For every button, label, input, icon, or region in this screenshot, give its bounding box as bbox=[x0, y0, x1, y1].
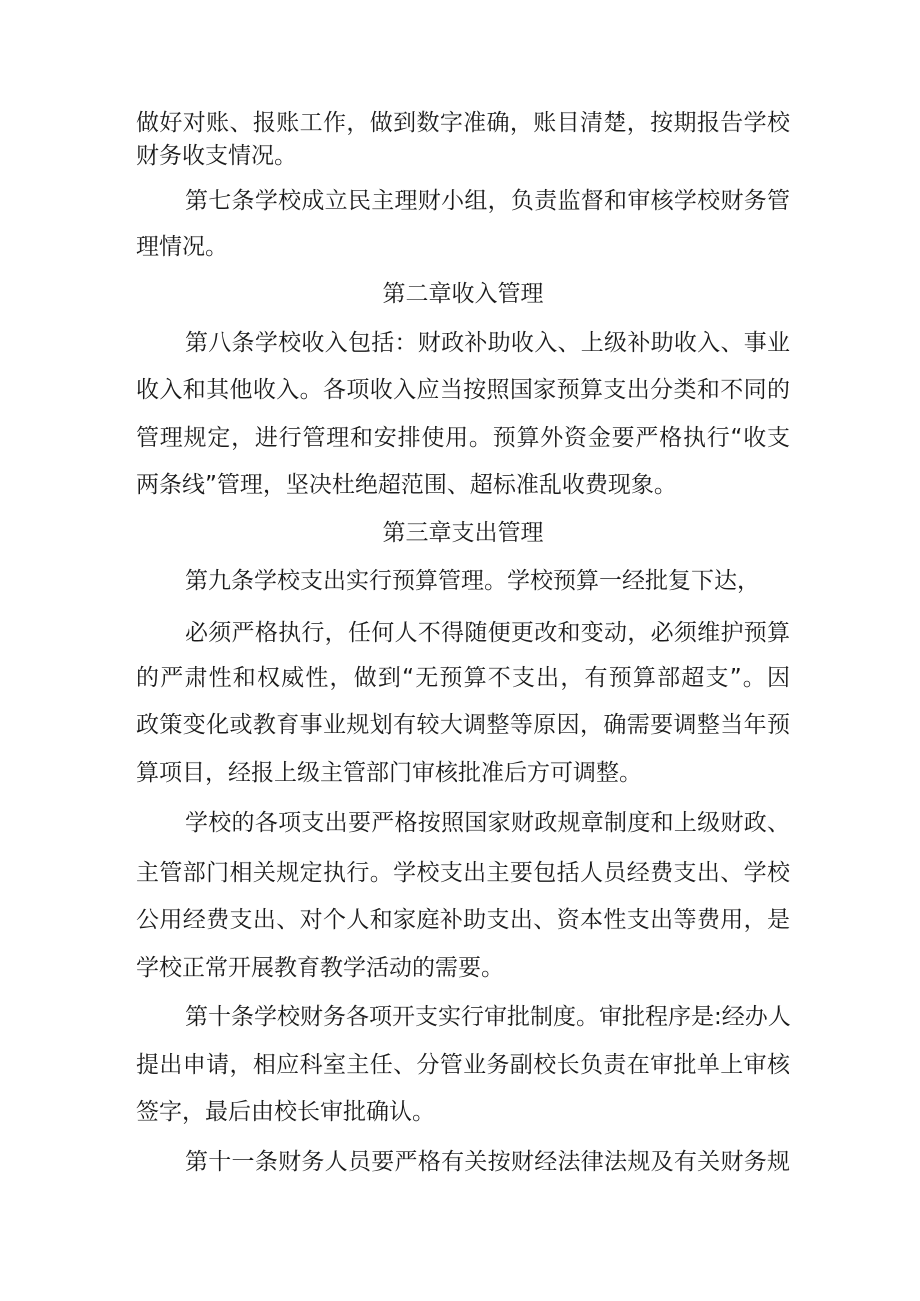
chapter-heading: 第二章收入管理 bbox=[382, 281, 544, 307]
text-line: 学校正常开展教育教学活动的需要。 bbox=[136, 955, 504, 981]
text-line: 第九条学校支出实行预算管理。学校预算一经批复下达， bbox=[185, 568, 760, 594]
text-line: 学校的各项支出要严格按照国家财政规章制度和上级财政、 bbox=[185, 810, 790, 836]
text-line: 第七条学校成立民主理财小组，负责监督和审核学校财务管 bbox=[185, 188, 790, 214]
text-line: 算项目，经报上级主管部门审核批准后方可调整。 bbox=[136, 760, 642, 786]
text-line: 政策变化或教育事业规划有较大调整等原因，确需要调整当年预 bbox=[136, 712, 790, 738]
text-line: 必须严格执行，任何人不得随便更改和变动，必须维护预算 bbox=[185, 620, 790, 646]
text-line: 收入和其他收入。各项收入应当按照国家预算支出分类和不同的 bbox=[136, 377, 790, 403]
text-line: 理情况。 bbox=[136, 234, 228, 260]
text-line: 财务收支情况。 bbox=[136, 143, 297, 169]
text-line: 主管部门相关规定执行。学校支出主要包括人员经费支出、学校 bbox=[136, 860, 790, 886]
text-line: 做好对账、报账工作，做到数字准确，账目清楚，按期报告学校 bbox=[136, 110, 790, 136]
text-line: 公用经费支出、对个人和家庭补助支出、资本性支出等费用，是 bbox=[136, 907, 790, 933]
text-line: 两条线”管理，坚决杜绝超范围、超标准乱收费现象。 bbox=[136, 472, 677, 498]
text-line: 管理规定，进行管理和安排使用。预算外资金要严格执行“收支 bbox=[136, 425, 790, 451]
text-line: 第八条学校收入包括：财政补助收入、上级补助收入、事业 bbox=[185, 330, 790, 356]
text-line: 的严肃性和权威性，做到“无预算不支出，有预算部超支”。因 bbox=[136, 665, 790, 691]
text-line: 第十一条财务人员要严格有关按财经法律法规及有关财务规 bbox=[185, 1149, 790, 1175]
text-line: 第十条学校财务各项开支实行审批制度。审批程序是:经办人 bbox=[185, 1004, 791, 1030]
text-line: 提出申请，相应科室主任、分管业务副校长负责在审批单上审核 bbox=[136, 1052, 790, 1078]
text-line: 签字，最后由校长审批确认。 bbox=[136, 1099, 435, 1125]
chapter-heading: 第三章支出管理 bbox=[382, 520, 544, 546]
